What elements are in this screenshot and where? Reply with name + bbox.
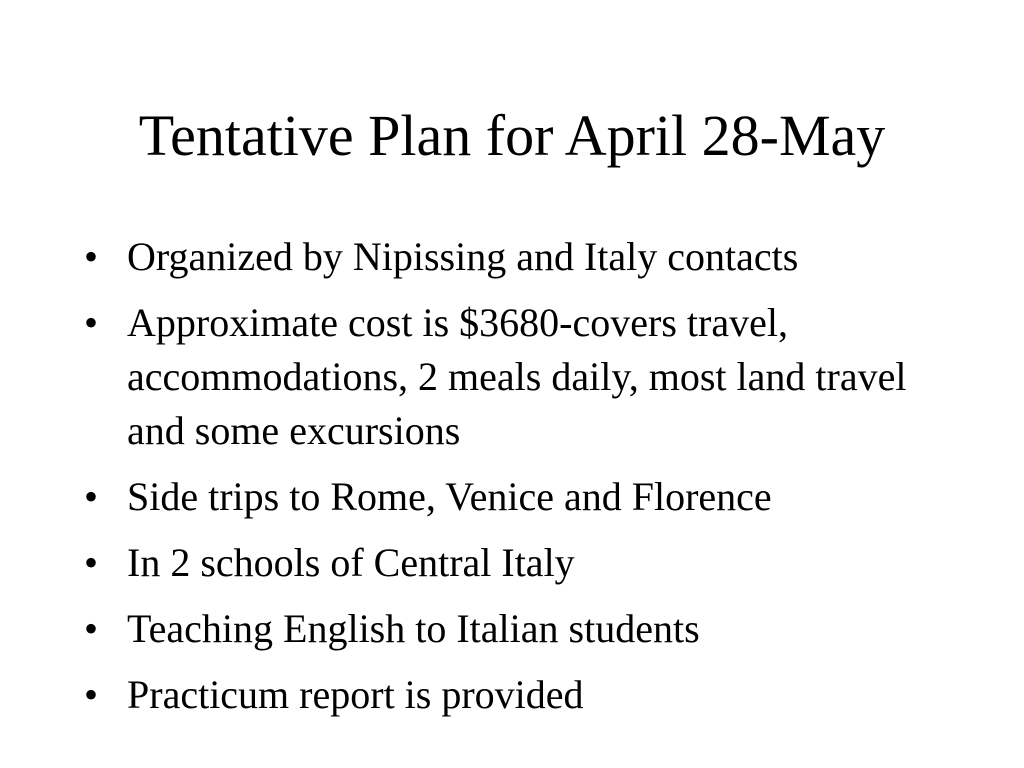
bullet-item: [84, 536, 944, 590]
bullet-dot-icon: •: [84, 540, 99, 585]
slide-title: Tentative Plan for April 28-May: [138, 103, 886, 168]
bullet-text: Side trips to Rome, Venice and Florence: [127, 474, 772, 519]
bullet-text: Practicum report is provided: [127, 672, 584, 717]
bullet-dot-icon: •: [84, 234, 99, 279]
bullet-text: Teaching English to Italian students: [127, 606, 700, 651]
bullet-item: [84, 602, 944, 656]
bullet-item: [84, 230, 944, 284]
bullet-list: [84, 230, 944, 734]
bullet-item: [84, 470, 944, 524]
bullet-dot-icon: •: [84, 606, 99, 651]
bullet-text: Organized by Nipissing and Italy contacts: [127, 234, 799, 279]
bullet-text: Approximate cost is $3680-covers travel, accommodations, 2 meals daily, most land travel and some excursions: [127, 300, 907, 453]
bullet-dot-icon: •: [84, 474, 99, 519]
bullet-dot-icon: •: [84, 672, 99, 717]
bullet-item: [84, 296, 944, 458]
bullet-text: In 2 schools of Central Italy: [127, 540, 575, 585]
bullet-item: [84, 668, 944, 722]
bullet-dot-icon: •: [84, 300, 99, 345]
